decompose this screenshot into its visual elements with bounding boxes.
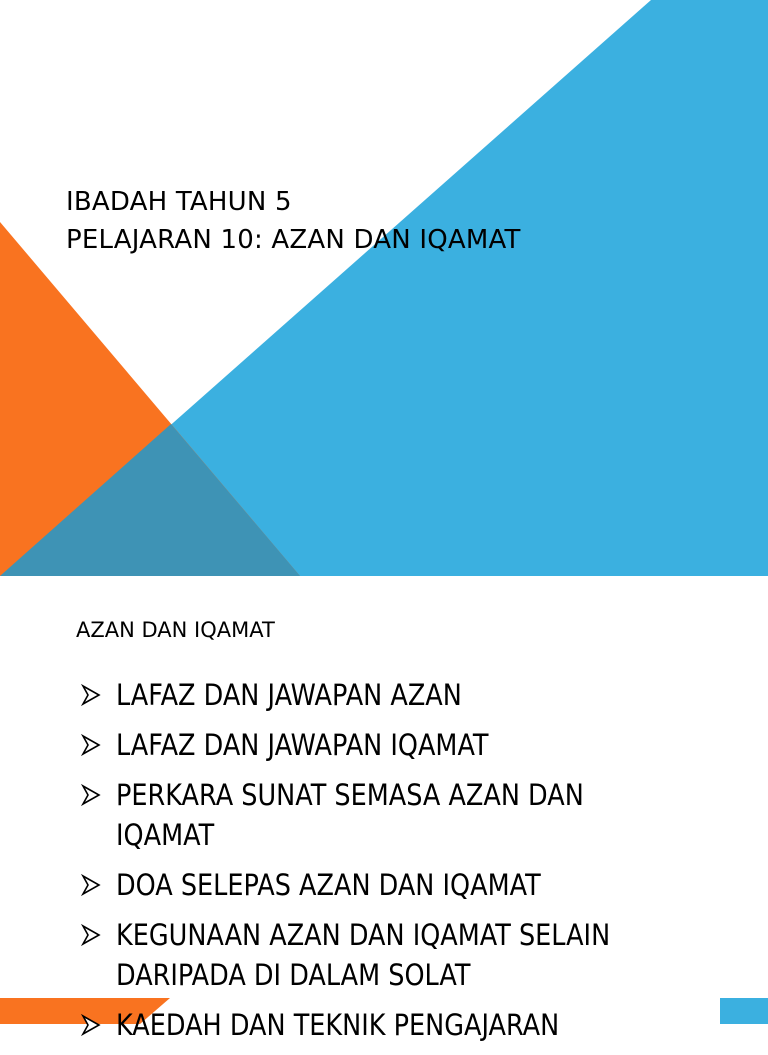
arrow-bullet-icon bbox=[80, 1014, 102, 1036]
bullet-line-2: IQAMAT bbox=[116, 818, 215, 852]
bullet-line-1: KEGUNAAN AZAN DAN IQAMAT SELAIN bbox=[116, 918, 611, 952]
bullet-item bbox=[80, 775, 760, 855]
slide-title bbox=[66, 183, 521, 259]
bullet-line-1: DOA SELEPAS AZAN DAN IQAMAT bbox=[116, 868, 541, 902]
bullet-text bbox=[116, 725, 732, 765]
bullet-text bbox=[116, 865, 732, 905]
bullet-text bbox=[116, 775, 732, 855]
bullet-text bbox=[116, 1005, 732, 1045]
bullet-item bbox=[80, 675, 760, 715]
bullet-item bbox=[80, 725, 760, 765]
bullet-item bbox=[80, 915, 760, 995]
bullet-list bbox=[80, 675, 760, 1055]
bullet-text bbox=[116, 675, 732, 715]
slide-2 bbox=[0, 576, 768, 1042]
bullet-line-1: LAFAZ DAN JAWAPAN AZAN bbox=[116, 678, 462, 712]
arrow-bullet-icon bbox=[80, 784, 102, 806]
slide-title-line-1: IBADAH TAHUN 5 bbox=[66, 187, 292, 217]
arrow-bullet-icon bbox=[80, 924, 102, 946]
bullet-text bbox=[116, 915, 732, 995]
bullet-line-2: DARIPADA DI DALAM SOLAT bbox=[116, 958, 471, 992]
bullet-line-1: PERKARA SUNAT SEMASA AZAN DAN bbox=[116, 778, 584, 812]
bullet-item bbox=[80, 865, 760, 905]
arrow-bullet-icon bbox=[80, 684, 102, 706]
arrow-bullet-icon bbox=[80, 874, 102, 896]
bullet-line-1: KAEDAH DAN TEKNIK PENGAJARAN bbox=[116, 1008, 560, 1042]
bullet-item bbox=[80, 1005, 760, 1045]
slide-heading: AZAN DAN IQAMAT bbox=[76, 618, 275, 642]
slide-title-line-2: PELAJARAN 10: AZAN DAN IQAMAT bbox=[66, 225, 521, 255]
arrow-bullet-icon bbox=[80, 734, 102, 756]
bullet-line-1: LAFAZ DAN JAWAPAN IQAMAT bbox=[116, 728, 489, 762]
